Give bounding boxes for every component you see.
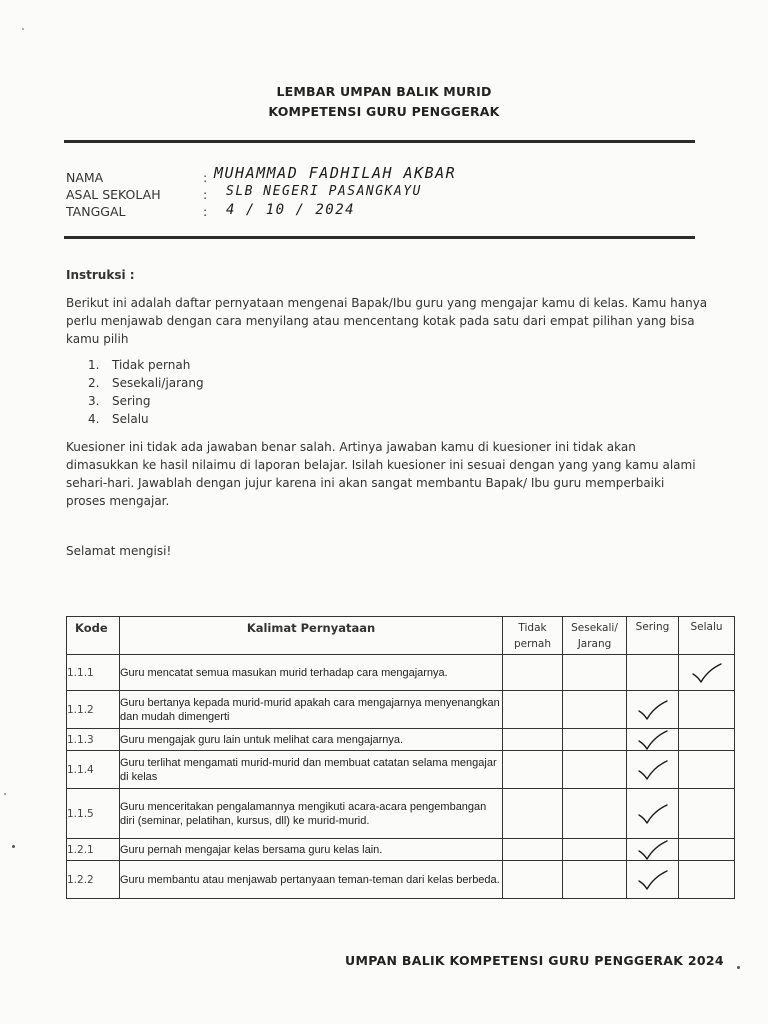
option-item bbox=[88, 358, 190, 372]
header-kalimat: Kalimat Pernyataan bbox=[120, 617, 503, 655]
option-label: Sesekali/jarang bbox=[112, 376, 204, 390]
row-kode: 1.1.4 bbox=[67, 751, 120, 789]
checkmark-icon bbox=[690, 661, 724, 685]
form-subtitle: KOMPETENSI GURU PENGGERAK bbox=[268, 104, 500, 119]
scan-speck bbox=[22, 28, 24, 30]
kuesioner-paragraph-line: proses mengajar. bbox=[66, 494, 170, 508]
answer-cell[interactable] bbox=[627, 751, 679, 789]
answer-cell[interactable] bbox=[563, 691, 627, 729]
answer-cell[interactable] bbox=[627, 839, 679, 861]
instruksi-paragraph-line: kamu pilih bbox=[66, 332, 129, 346]
answer-cell[interactable] bbox=[679, 789, 735, 839]
table-row bbox=[67, 839, 735, 861]
table-row bbox=[67, 789, 735, 839]
row-kode: 1.1.5 bbox=[67, 789, 120, 839]
answer-cell[interactable] bbox=[503, 789, 563, 839]
header-sesekali-line1: Sesekali/ bbox=[571, 621, 618, 634]
option-item bbox=[88, 376, 204, 390]
table-row bbox=[67, 655, 735, 691]
scan-speck bbox=[4, 793, 6, 795]
option-number: 4. bbox=[88, 412, 100, 426]
tanggal-colon: : bbox=[203, 204, 208, 219]
kuesioner-paragraph-line: sehari-hari. Jawablah dengan jujur karena ini akan sangat membantu Bapak/ Ibu guru memperbaiki bbox=[66, 476, 665, 490]
answer-cell[interactable] bbox=[679, 691, 735, 729]
kuesioner-paragraph-line: dimasukkan ke hasil nilaimu di laporan belajar. Isilah kuesioner ini sesuai dengan yang yang kamu alami bbox=[66, 458, 696, 472]
header-tidak-line1: Tidak bbox=[518, 621, 547, 634]
row-kode: 1.1.3 bbox=[67, 729, 120, 751]
checkmark-icon bbox=[636, 838, 670, 862]
header-tidak-line2: pernah bbox=[513, 637, 551, 650]
kuesioner-paragraph-line: Kuesioner ini tidak ada jawaban benar salah. Artinya jawaban kamu di kuesioner ini tidak akan bbox=[66, 440, 636, 454]
answer-cell[interactable] bbox=[503, 839, 563, 861]
row-statement: Guru membantu atau menjawab pertanyaan teman-teman dari kelas berbeda. bbox=[120, 861, 503, 899]
row-kode: 1.2.1 bbox=[67, 839, 120, 861]
row-kode: 1.1.1 bbox=[67, 655, 120, 691]
answer-cell[interactable] bbox=[563, 789, 627, 839]
sekolah-handwritten-value: SLB NEGERI PASANGKAYU bbox=[226, 184, 422, 199]
option-number: 1. bbox=[88, 358, 100, 372]
table-row bbox=[67, 861, 735, 899]
option-number: 3. bbox=[88, 394, 100, 408]
table-row bbox=[67, 691, 735, 729]
answer-cell[interactable] bbox=[563, 655, 627, 691]
answer-cell[interactable] bbox=[563, 751, 627, 789]
checkmark-icon bbox=[636, 868, 670, 892]
top-divider bbox=[64, 140, 695, 143]
row-statement: Guru terlihat mengamati murid-murid dan membuat catatan selama mengajar di kelas bbox=[120, 751, 503, 789]
bottom-divider bbox=[64, 236, 695, 239]
footer-text: UMPAN BALIK KOMPETENSI GURU PENGGERAK 2024 bbox=[345, 953, 724, 968]
instruksi-heading: Instruksi : bbox=[66, 268, 135, 282]
answer-cell[interactable] bbox=[627, 789, 679, 839]
answer-cell[interactable] bbox=[627, 861, 679, 899]
option-label: Sering bbox=[112, 394, 151, 408]
row-statement: Guru menceritakan pengalamannya mengikuti acara-acara pengembangan diri (seminar, pelatihan, kursus, dll) ke murid-murid. bbox=[120, 789, 503, 839]
nama-label: NAMA bbox=[66, 170, 104, 185]
checkmark-icon bbox=[636, 758, 670, 782]
answer-cell[interactable] bbox=[563, 839, 627, 861]
tanggal-label: TANGGAL bbox=[66, 204, 126, 219]
option-label: Selalu bbox=[112, 412, 149, 426]
answer-cell[interactable] bbox=[503, 751, 563, 789]
checkmark-icon bbox=[636, 698, 670, 722]
row-statement: Guru mengajak guru lain untuk melihat cara mengajarnya. bbox=[120, 729, 503, 751]
questionnaire-table bbox=[66, 616, 735, 899]
answer-cell[interactable] bbox=[503, 655, 563, 691]
option-number: 2. bbox=[88, 376, 100, 390]
answer-cell[interactable] bbox=[627, 691, 679, 729]
header-kode: Kode bbox=[67, 617, 120, 655]
row-statement: Guru mencatat semua masukan murid terhadap cara mengajarnya. bbox=[120, 655, 503, 691]
row-statement: Guru pernah mengajar kelas bersama guru kelas lain. bbox=[120, 839, 503, 861]
tanggal-handwritten-value: 4 / 10 / 2024 bbox=[226, 202, 356, 218]
instruksi-paragraph-line: Berikut ini adalah daftar pernyataan mengenai Bapak/Ibu guru yang mengajar kamu di kelas. Kamu hanya bbox=[66, 296, 708, 310]
row-statement: Guru bertanya kepada murid-murid apakah cara mengajarnya menyenangkan dan mudah dimengerti bbox=[120, 691, 503, 729]
header-sering: Sering bbox=[627, 617, 679, 655]
header-tidak-pernah bbox=[503, 617, 563, 655]
checkmark-icon bbox=[636, 728, 670, 752]
answer-cell[interactable] bbox=[679, 751, 735, 789]
option-label: Tidak pernah bbox=[112, 358, 191, 372]
answer-cell[interactable] bbox=[679, 655, 735, 691]
header-selalu: Selalu bbox=[679, 617, 735, 655]
answer-cell[interactable] bbox=[503, 861, 563, 899]
form-title: LEMBAR UMPAN BALIK MURID bbox=[276, 84, 492, 99]
answer-cell[interactable] bbox=[627, 655, 679, 691]
scan-speck bbox=[737, 966, 740, 969]
option-item bbox=[88, 394, 151, 408]
header-sesekali-line2: Jarang bbox=[577, 637, 612, 650]
row-kode: 1.1.2 bbox=[67, 691, 120, 729]
scan-speck bbox=[12, 845, 15, 848]
answer-cell[interactable] bbox=[563, 861, 627, 899]
option-item bbox=[88, 412, 149, 426]
header-sesekali bbox=[563, 617, 627, 655]
sekolah-colon: : bbox=[203, 187, 208, 202]
asal-sekolah-label: ASAL SEKOLAH bbox=[66, 187, 161, 202]
table-row bbox=[67, 751, 735, 789]
table-row bbox=[67, 729, 735, 751]
answer-cell[interactable] bbox=[503, 729, 563, 751]
row-kode: 1.2.2 bbox=[67, 861, 120, 899]
answer-cell[interactable] bbox=[679, 729, 735, 751]
answer-cell[interactable] bbox=[503, 691, 563, 729]
instruksi-paragraph-line: perlu menjawab dengan cara menyilang atau mencentang kotak pada satu dari empat pilihan yang bisa bbox=[66, 314, 695, 328]
answer-cell[interactable] bbox=[679, 839, 735, 861]
closing-text: Selamat mengisi! bbox=[66, 544, 172, 558]
nama-colon: : bbox=[203, 170, 208, 185]
answer-cell[interactable] bbox=[679, 861, 735, 899]
answer-cell[interactable] bbox=[563, 729, 627, 751]
answer-cell[interactable] bbox=[627, 729, 679, 751]
checkmark-icon bbox=[636, 802, 670, 826]
nama-handwritten-value: MUHAMMAD FADHILAH AKBAR bbox=[214, 164, 457, 182]
